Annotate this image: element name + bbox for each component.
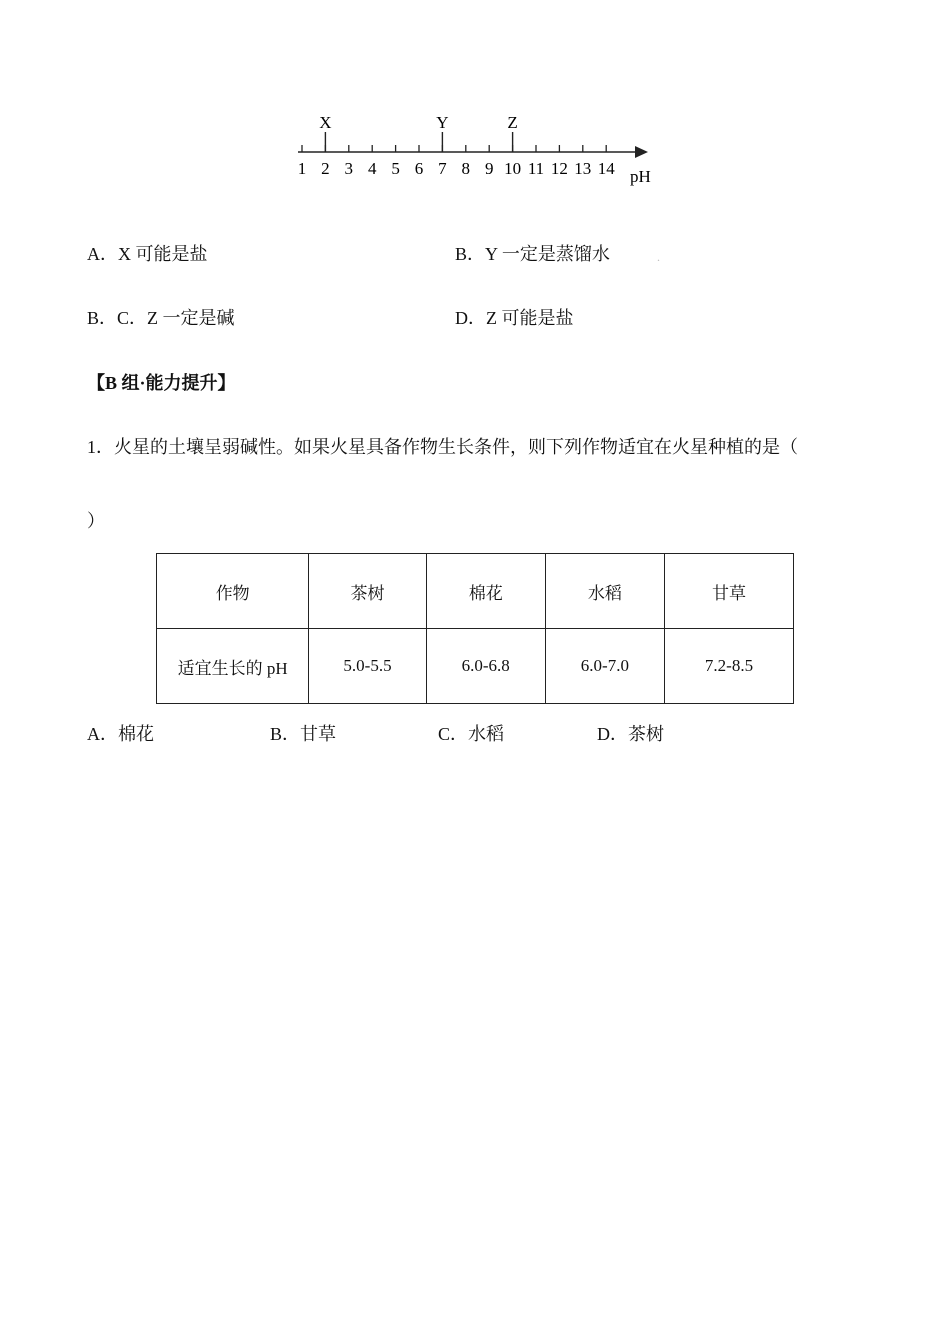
option-b: B．Y 一定是蒸馏水 [455, 244, 610, 264]
table-cell-crop: 甘草 [664, 554, 793, 629]
option-c: B．C．Z 一定是碱 [87, 308, 235, 328]
ph-tick-label: 4 [367, 159, 377, 178]
q1-option-a: A．棉花 [87, 724, 154, 744]
ph-tick-label: 5 [391, 159, 400, 178]
table-cell-crop: 茶树 [309, 554, 426, 629]
question-stem-line2: ） [87, 511, 105, 531]
ph-tick-label: 12 [550, 159, 568, 178]
ph-tick-label: 14 [597, 159, 615, 178]
crop-ph-table [156, 553, 794, 704]
ph-marker-label: Y [436, 113, 449, 132]
ph-tick-label: 7 [438, 159, 447, 178]
ph-tick-label: 3 [344, 159, 354, 178]
table-row [157, 629, 794, 704]
table-row-label: 适宜生长的 pH [157, 629, 309, 704]
ph-marker-label: Z [507, 113, 518, 132]
q1-option-d: D．茶树 [597, 724, 664, 744]
table-cell-crop: 水稻 [545, 554, 664, 629]
option-a: A．X 可能是盐 [87, 244, 208, 264]
ph-tick-label: 1 [297, 159, 307, 178]
ph-axis-label: pH [630, 167, 651, 186]
ph-tick-label: 8 [461, 159, 471, 178]
table-row [157, 554, 794, 629]
ph-scale-figure [280, 100, 680, 200]
table-cell-ph: 5.0-5.5 [309, 629, 426, 704]
option-d: D．Z 可能是盐 [455, 308, 574, 328]
section-title: 【B 组·能力提升】 [87, 373, 236, 393]
ph-tick-label: 10 [504, 159, 522, 178]
table-cell-ph: 6.0-7.0 [545, 629, 664, 704]
ph-scale-svg [280, 100, 680, 200]
q1-option-c: C．水稻 [438, 724, 505, 744]
table-cell-ph: 6.0-6.8 [426, 629, 545, 704]
format-mark: . [657, 250, 660, 264]
table-cell-ph: 7.2-8.5 [664, 629, 793, 704]
table-header-cell: 作物 [157, 554, 309, 629]
ph-tick-label: 13 [574, 159, 592, 178]
q1-option-b: B．甘草 [270, 724, 337, 744]
question-stem-line1: 1．火星的土壤呈弱碱性。如果火星具备作物生长条件，则下列作物适宜在火星种植的是（ [87, 437, 798, 457]
table-cell-crop: 棉花 [426, 554, 545, 629]
ph-tick-label: 6 [414, 159, 424, 178]
ph-marker-label: X [319, 113, 332, 132]
ph-tick-label: 2 [321, 159, 330, 178]
ph-tick-label: 9 [484, 159, 494, 178]
ph-axis-arrow-icon [635, 146, 648, 158]
ph-tick-label: 11 [527, 159, 545, 178]
